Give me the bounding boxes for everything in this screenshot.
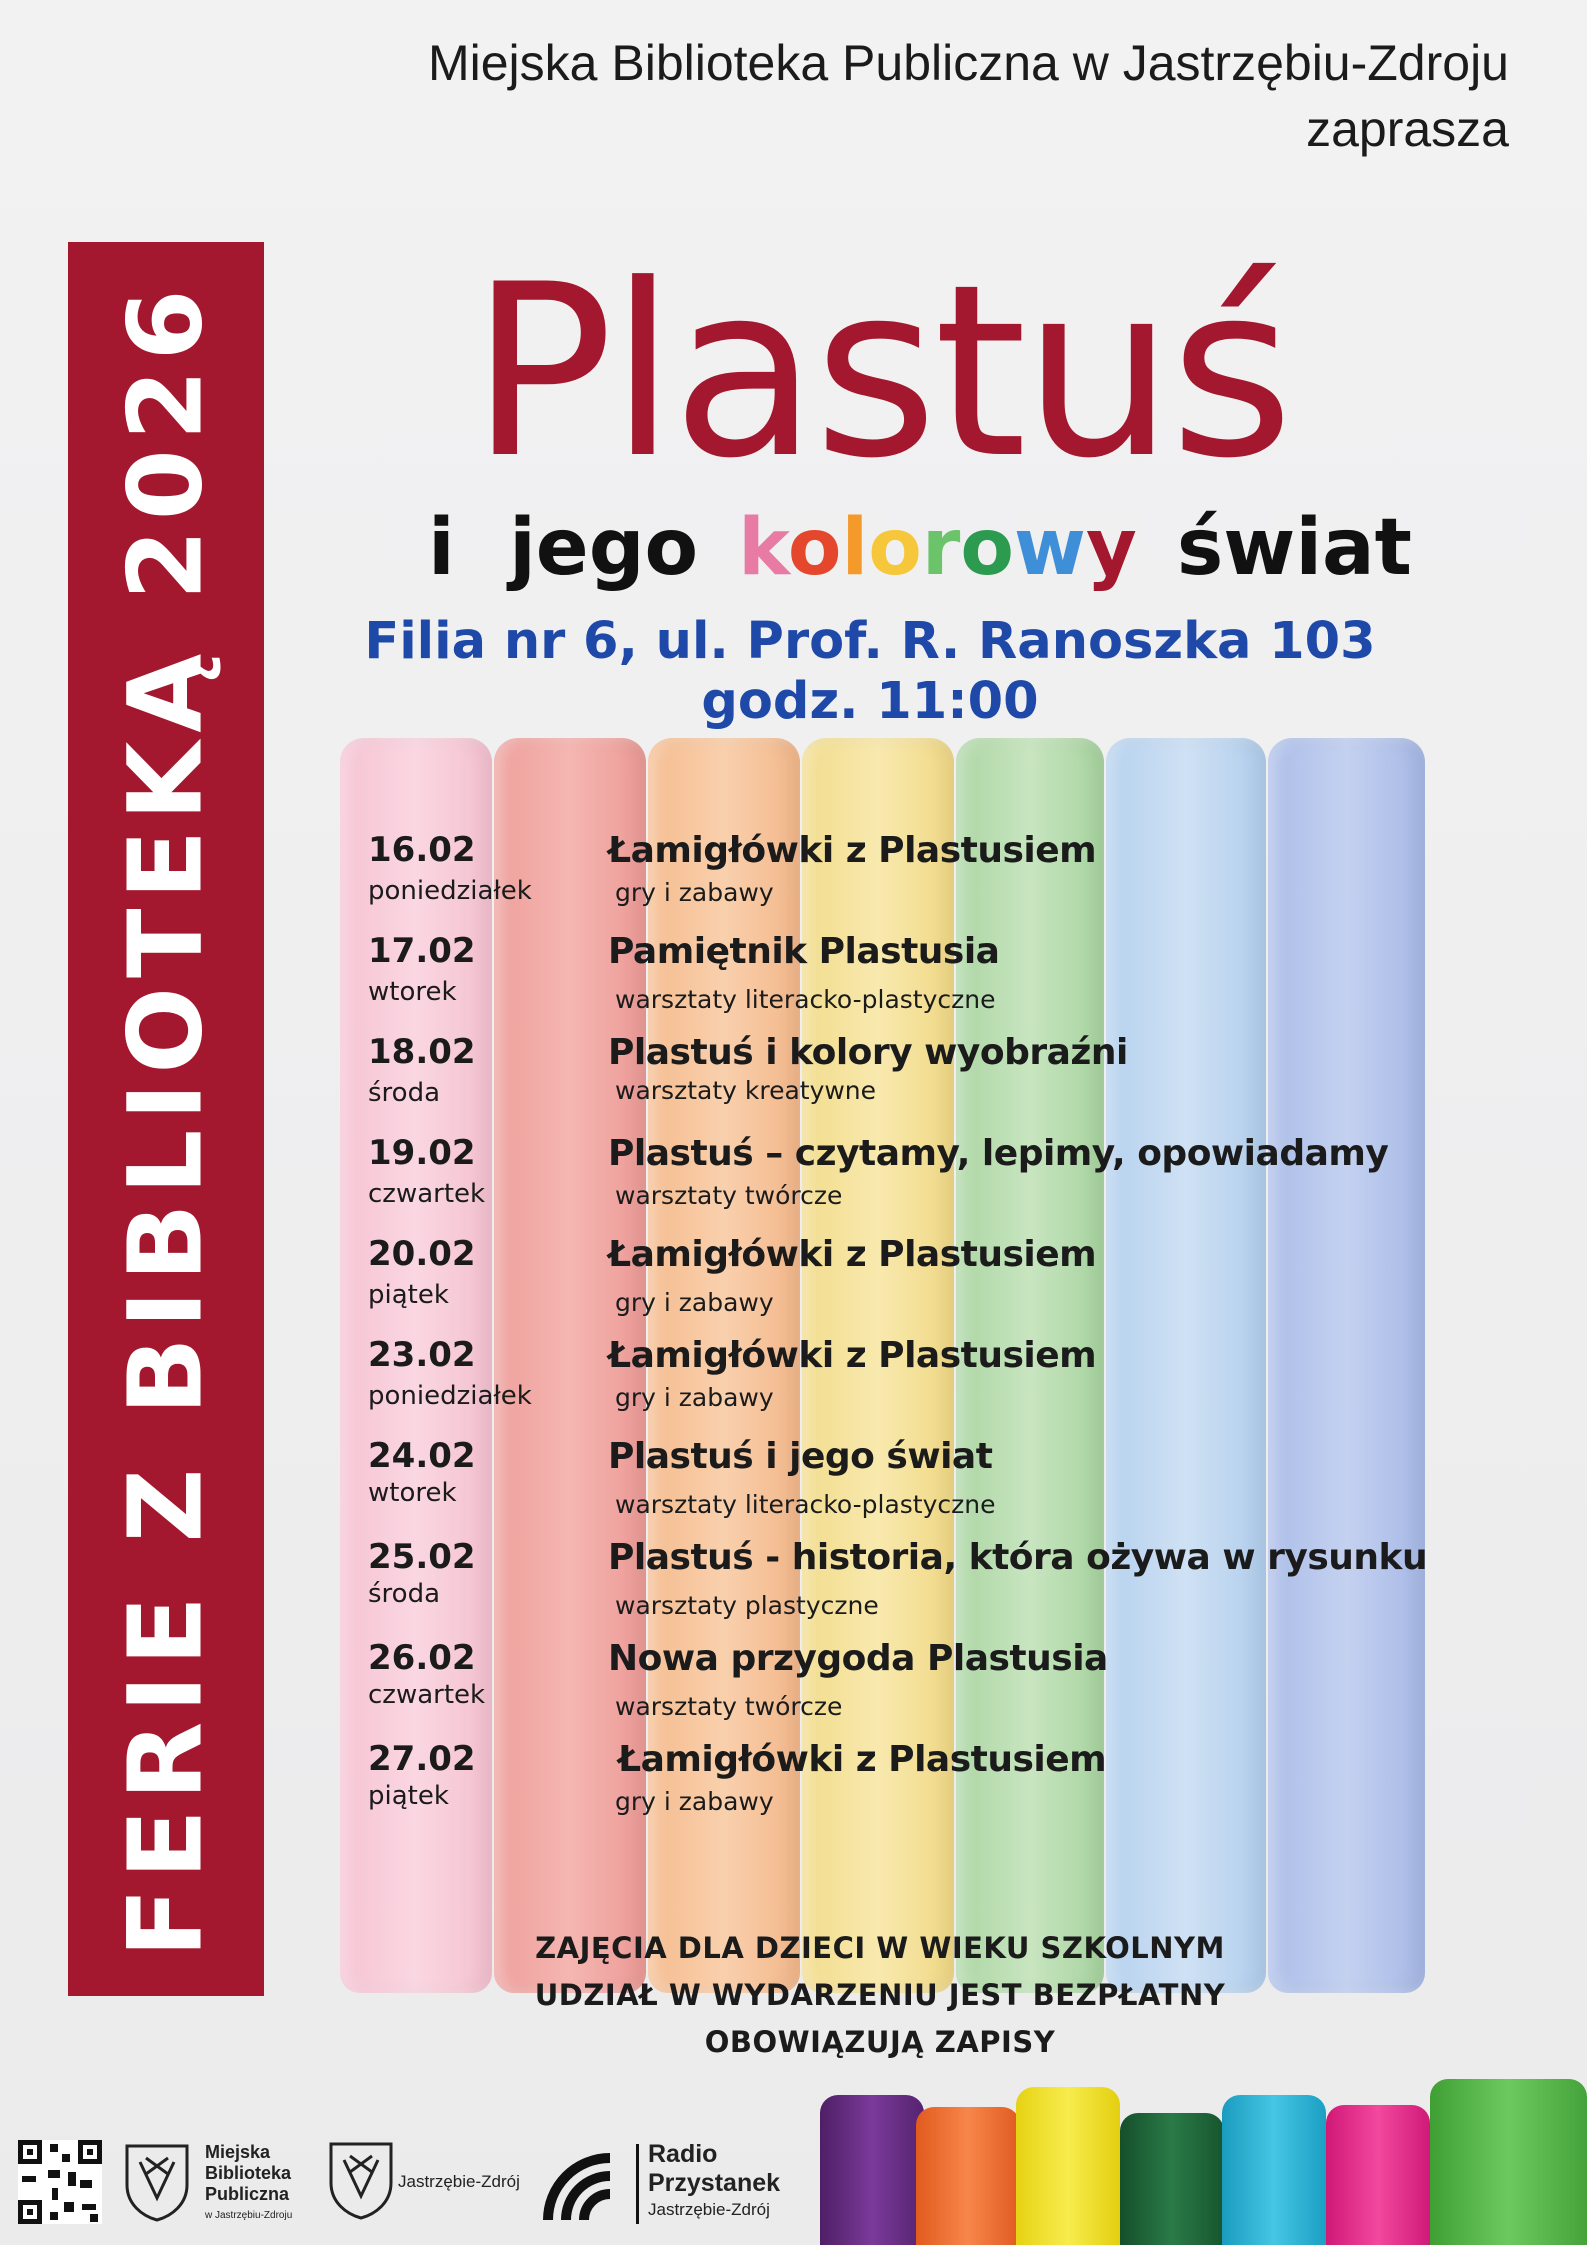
- side-banner-text: FERIE Z BIBLIOTEKĄ 2026: [106, 280, 226, 1958]
- row-event: Łamigłówki z Plastusiem: [608, 830, 1097, 871]
- row-day: wtorek: [368, 977, 457, 1007]
- schedule-row: [368, 1436, 1458, 1537]
- header-organizer: Miejska Biblioteka Publiczna w Jastrzębiu-Zdroju: [427, 35, 1509, 91]
- library-logo-line: Miejska: [205, 2142, 271, 2162]
- row-event: Łamigłówki z Plastusiem: [608, 1234, 1097, 1275]
- row-day: piątek: [368, 1280, 449, 1310]
- row-date: 19.02: [368, 1133, 476, 1173]
- schedule-row: [368, 1638, 1458, 1739]
- radio-logo-text: [648, 2140, 780, 2222]
- schedule-row: [368, 1335, 1458, 1436]
- side-banner: [68, 242, 264, 1996]
- row-day: środa: [368, 1078, 441, 1108]
- radio-signal-icon: [540, 2144, 620, 2224]
- title-plastus: Plastuś: [470, 234, 1290, 511]
- schedule-row: [368, 1032, 1458, 1133]
- row-event: Plastuś i kolory wyobraźni: [608, 1032, 1128, 1073]
- library-crest-icon: [122, 2140, 192, 2222]
- row-kind: warsztaty plastyczne: [615, 1591, 879, 1620]
- kolorowy-letter: o: [960, 503, 1014, 593]
- row-date: 17.02: [368, 931, 476, 971]
- row-date: 18.02: [368, 1032, 476, 1072]
- row-date: 24.02: [368, 1436, 476, 1476]
- header: [428, 30, 1509, 162]
- kolorowy-letter: k: [738, 503, 788, 593]
- row-date: 27.02: [368, 1739, 476, 1779]
- row-kind: gry i zabawy: [615, 1383, 774, 1412]
- row-event: Plastuś - historia, która ożywa w rysunku: [608, 1537, 1428, 1578]
- row-event: Pamiętnik Plastusia: [608, 931, 1000, 972]
- row-kind: warsztaty twórcze: [615, 1181, 843, 1210]
- sponsor-logos: [0, 2120, 830, 2240]
- plasticine-magenta: [1326, 2105, 1430, 2245]
- subtitle-prefix: i jego: [428, 503, 699, 593]
- row-day: wtorek: [368, 1478, 457, 1508]
- schedule-row: [368, 830, 1458, 931]
- plasticine-orange: [916, 2107, 1020, 2245]
- kolorowy-letter: w: [1013, 503, 1086, 593]
- row-event: Łamigłówki z Plastusiem: [608, 1335, 1097, 1376]
- row-kind: warsztaty kreatywne: [615, 1076, 877, 1105]
- row-kind: gry i zabawy: [615, 1288, 774, 1317]
- plasticine-cyan: [1222, 2095, 1326, 2245]
- qr-code[interactable]: [18, 2140, 102, 2224]
- plasticine-image: [820, 2062, 1587, 2245]
- library-logo-subline: w Jastrzębiu-Zdroju: [205, 2210, 293, 2221]
- schedule: [368, 830, 1458, 1840]
- subtitle-suffix: świat: [1176, 503, 1412, 593]
- row-date: 16.02: [368, 830, 476, 870]
- row-day: piątek: [368, 1781, 449, 1811]
- kolorowy-letter: o: [787, 503, 842, 593]
- schedule-row: [368, 1537, 1458, 1638]
- radio-logo-line: Radio: [648, 2140, 718, 2168]
- location-time: godz. 11:00: [701, 672, 1039, 731]
- plasticine-yellow: [1016, 2087, 1120, 2245]
- kolorowy-letter: y: [1085, 503, 1137, 593]
- subtitle-kolorowy: [738, 503, 1137, 593]
- row-day: środa: [368, 1579, 441, 1609]
- row-day: poniedziałek: [368, 1381, 532, 1411]
- location: [300, 612, 1440, 732]
- plasticine-green: [1430, 2079, 1587, 2245]
- kolorowy-letter: l: [841, 503, 869, 593]
- footer-notes: [360, 1925, 1400, 2066]
- schedule-row: [368, 931, 1458, 1032]
- row-date: 25.02: [368, 1537, 476, 1577]
- plasticine-dark-green: [1120, 2113, 1224, 2245]
- row-date: 23.02: [368, 1335, 476, 1375]
- schedule-row: [368, 1234, 1458, 1335]
- radio-divider: [636, 2144, 639, 2224]
- subtitle: [350, 498, 1490, 598]
- note-registration: OBOWIĄZUJĄ ZAPISY: [704, 2025, 1056, 2059]
- row-date: 26.02: [368, 1638, 476, 1678]
- row-day: poniedziałek: [368, 876, 532, 906]
- row-kind: warsztaty literacko-plastyczne: [615, 985, 996, 1014]
- location-address: Filia nr 6, ul. Prof. R. Ranoszka 103: [364, 612, 1376, 671]
- row-day: czwartek: [368, 1179, 486, 1209]
- note-age: ZAJĘCIA DLA DZIECI W WIEKU SZKOLNYM: [535, 1931, 1225, 1965]
- row-date: 20.02: [368, 1234, 476, 1274]
- row-kind: warsztaty twórcze: [615, 1692, 843, 1721]
- kolorowy-letter: o: [868, 503, 922, 593]
- schedule-row: [368, 1133, 1458, 1234]
- library-logo-text: [205, 2142, 292, 2226]
- header-invites: zaprasza: [1306, 101, 1509, 157]
- row-kind: warsztaty literacko-plastyczne: [615, 1490, 996, 1519]
- note-free: UDZIAŁ W WYDARZENIU JEST BEZPŁATNY: [534, 1978, 1226, 2012]
- library-logo-line: Biblioteka: [205, 2163, 292, 2183]
- row-event: Plastuś – czytamy, lepimy, opowiadamy: [608, 1133, 1389, 1174]
- library-logo-line: Publiczna: [205, 2184, 290, 2204]
- row-day: czwartek: [368, 1680, 486, 1710]
- row-event: Łamigłówki z Plastusiem: [618, 1739, 1107, 1780]
- city-crest-icon: [326, 2138, 396, 2220]
- row-kind: gry i zabawy: [615, 878, 774, 907]
- plasticine-purple: [820, 2095, 924, 2245]
- radio-logo-line: Jastrzębie-Zdrój: [648, 2200, 770, 2219]
- schedule-row: [368, 1739, 1458, 1840]
- kolorowy-letter: r: [921, 503, 961, 593]
- row-event: Nowa przygoda Plastusia: [608, 1638, 1108, 1679]
- row-kind: gry i zabawy: [615, 1787, 774, 1816]
- city-logo-text: Jastrzębie-Zdrój: [398, 2172, 520, 2191]
- row-event: Plastuś i jego świat: [608, 1436, 993, 1477]
- radio-logo-line: Przystanek: [648, 2169, 781, 2197]
